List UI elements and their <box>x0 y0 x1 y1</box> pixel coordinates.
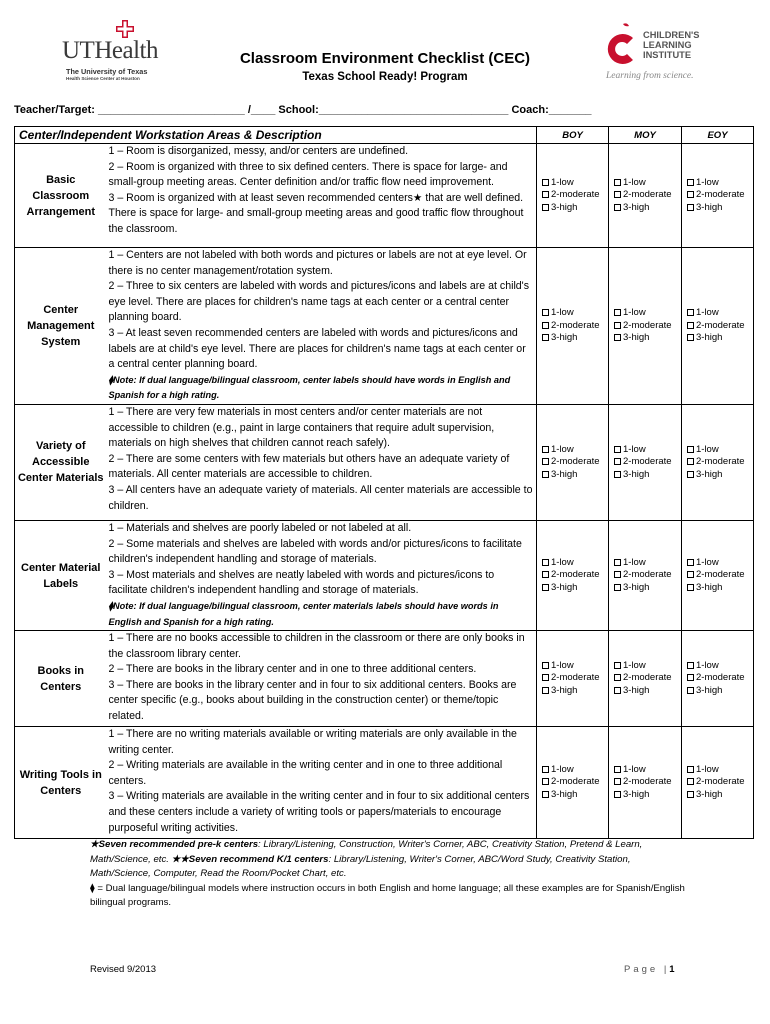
cli-name: CHILDREN'S LEARNING INSTITUTE <box>643 30 700 60</box>
rating-option[interactable]: 3-high <box>687 202 753 215</box>
teacher-school-coach-fields[interactable]: Teacher/Target: ________________________ /____ School:_______________________________ Coach:_______ <box>14 104 592 116</box>
checkbox-icon[interactable] <box>687 458 694 465</box>
rating-option[interactable]: 1-low <box>687 764 753 777</box>
checkbox-icon[interactable] <box>687 674 694 681</box>
checkbox-icon[interactable] <box>542 766 549 773</box>
rating-option[interactable]: 2-moderate <box>614 456 681 469</box>
checkbox-icon[interactable] <box>687 687 694 694</box>
checkbox-icon[interactable] <box>542 674 549 681</box>
uthealth-line2: Health Science Center at Houston <box>66 76 140 81</box>
checkbox-icon[interactable] <box>687 791 694 798</box>
checkbox-icon[interactable] <box>614 191 621 198</box>
rating-option[interactable]: 1-low <box>614 444 681 457</box>
checkbox-icon[interactable] <box>542 309 549 316</box>
cross-icon <box>116 20 134 38</box>
rating-option[interactable]: 1-low <box>614 557 681 570</box>
checkbox-icon[interactable] <box>614 584 621 591</box>
rating-option[interactable]: 3-high <box>542 202 608 215</box>
column-eoy: EOY <box>682 127 754 144</box>
rating-option[interactable]: 2-moderate <box>614 189 681 202</box>
uthealth-name: UTHealth <box>62 37 158 64</box>
rating-option[interactable]: 2-moderate <box>687 569 753 582</box>
area-description: 1 – Materials and shelves are poorly labeled or not labeled at all. 2 – Some materials and shelves are labeled with words and/or pictures/icons to facilitate children's independent handling and storage of materials. 3 – Most materials and shelves are neatly labeled with words and pictures/icons to facilitate children's independent handling and storage of materials. ⧫Note: If dual language/bilingual classroom, center materials labels should have words in English and Spanish for a high rating. <box>107 520 537 630</box>
area-name: Basic Classroom Arrangement <box>15 144 107 248</box>
rating-option[interactable]: 3-high <box>614 202 681 215</box>
rating-option[interactable]: 1-low <box>614 660 681 673</box>
rating-option[interactable]: 2-moderate <box>542 456 608 469</box>
checkbox-icon[interactable] <box>614 309 621 316</box>
area-description: 1 – Room is disorganized, messy, and/or centers are undefined. 2 – Room is organized with three to six defined centers. There is space for large- and small-group meeting areas. Center definition and/or traffic flow need improvement. 3 – Room is organized with at least seven recommended centers★ that are well defined. There is space for large- and small-group meeting areas and good traffic flow throughout the classroom. <box>107 144 537 248</box>
table-header-areas: Center/Independent Workstation Areas & Description <box>15 127 537 144</box>
area-name: Writing Tools in Centers <box>15 727 107 839</box>
revised-date: Revised 9/2013 <box>90 964 157 975</box>
page-number: Page |1 <box>624 964 675 975</box>
rating-option[interactable]: 2-moderate <box>614 776 681 789</box>
rating-option[interactable]: 3-high <box>687 789 753 802</box>
checkbox-icon[interactable] <box>687 571 694 578</box>
column-moy: MOY <box>609 127 682 144</box>
rating-option[interactable]: 3-high <box>614 469 681 482</box>
rating-option[interactable]: 3-high <box>542 685 608 698</box>
rating-option[interactable]: 1-low <box>614 177 681 190</box>
rating-option[interactable]: 3-high <box>542 332 608 345</box>
uthealth-line1: The University of Texas <box>66 67 148 76</box>
checkbox-icon[interactable] <box>614 687 621 694</box>
checkbox-icon[interactable] <box>614 778 621 785</box>
checkbox-icon[interactable] <box>542 662 549 669</box>
checkbox-icon[interactable] <box>687 334 694 341</box>
table-row <box>15 631 754 727</box>
checkbox-icon[interactable] <box>614 204 621 211</box>
rating-option[interactable]: 2-moderate <box>542 569 608 582</box>
checkbox-icon[interactable] <box>687 471 694 478</box>
rating-option[interactable]: 2-moderate <box>614 320 681 333</box>
rating-option[interactable]: 3-high <box>614 332 681 345</box>
checkbox-icon[interactable] <box>542 334 549 341</box>
area-description: 1 – There are no writing materials available or writing materials are only available in the writing center. 2 – Writing materials are available in the writing center and in one to three additional centers. 3 – Writing materials are available in the writing center and in four to six additional centers and these centers include a variety of writing tools or papers/materials to encourage purposeful writing activities. <box>107 727 537 839</box>
rating-boy <box>537 144 609 248</box>
rating-option[interactable]: 3-high <box>614 789 681 802</box>
rating-eoy <box>682 248 754 405</box>
checkbox-icon[interactable] <box>687 662 694 669</box>
checkbox-icon[interactable] <box>542 778 549 785</box>
checkbox-icon[interactable] <box>542 471 549 478</box>
table-row <box>15 248 754 405</box>
table-row <box>15 727 754 839</box>
checkbox-icon[interactable] <box>687 322 694 329</box>
rating-moy <box>609 404 682 520</box>
checkbox-icon[interactable] <box>542 446 549 453</box>
rating-boy <box>537 520 609 630</box>
rating-moy <box>609 631 682 727</box>
dual-language-note: ⧫Note: If dual language/bilingual classroom, center materials labels should have words in English and Spanish for a high rating. <box>108 600 499 627</box>
rating-option[interactable]: 1-low <box>614 764 681 777</box>
rating-option[interactable]: 2-moderate <box>687 456 753 469</box>
rating-option[interactable]: 2-moderate <box>687 672 753 685</box>
area-description: 1 – Centers are not labeled with both words and pictures or labels are not at eye level. Or there is no center management/rotation system. 2 – Three to six centers are labeled with words and pictures/icons and labels are at child's eye level. There are places for children's name tags at each center or a central center planning board. 3 – At least seven recommended centers are labeled with words and pictures/icons and labels are at child's eye level. There are places for children's name tags at each center or a central center planning board. ⧫Note: If dual language/bilingual classroom, center labels should have words in English and Spanish for a high rating. <box>107 248 537 405</box>
rating-option[interactable]: 3-high <box>687 332 753 345</box>
checkbox-icon[interactable] <box>687 584 694 591</box>
area-name: Variety of Accessible Center Materials <box>15 404 107 520</box>
area-name: Center Management System <box>15 248 107 405</box>
checkbox-icon[interactable] <box>542 458 549 465</box>
checkbox-icon[interactable] <box>614 674 621 681</box>
checkbox-icon[interactable] <box>687 446 694 453</box>
checkbox-icon[interactable] <box>614 334 621 341</box>
rating-option[interactable]: 1-low <box>687 660 753 673</box>
rating-eoy <box>682 520 754 630</box>
dual-language-note: ⧫Note: If dual language/bilingual classroom, center labels should have words in English and Spanish for a high rating. <box>108 374 511 401</box>
checkbox-icon[interactable] <box>687 191 694 198</box>
rating-option[interactable]: 2-moderate <box>687 189 753 202</box>
checkbox-icon[interactable] <box>542 559 549 566</box>
checkbox-icon[interactable] <box>542 191 549 198</box>
rating-option[interactable]: 2-moderate <box>542 189 608 202</box>
checkbox-icon[interactable] <box>614 766 621 773</box>
checkbox-icon[interactable] <box>614 446 621 453</box>
checkbox-icon[interactable] <box>687 778 694 785</box>
rating-option[interactable]: 2-moderate <box>542 320 608 333</box>
rating-option[interactable]: 1-low <box>542 764 608 777</box>
checkbox-icon[interactable] <box>687 766 694 773</box>
rating-option[interactable]: 3-high <box>614 582 681 595</box>
area-name: Books in Centers <box>15 631 107 727</box>
rating-option[interactable]: 3-high <box>542 469 608 482</box>
checkbox-icon[interactable] <box>614 322 621 329</box>
checkbox-icon[interactable] <box>542 179 549 186</box>
rating-moy <box>609 144 682 248</box>
footnotes: ★Seven recommended pre-k centers: Library/Listening, Construction, Writer's Corner, ABC, Creativity Station, Pretend & Learn, Math/Science, etc. ★★Seven recommend K/1 centers: Library/Listening, Writer's Corner, ABC/Word Study, Creativity Station, Math/Science, Computer, Read the Room/Pocket Chart, etc. ⧫ = Dual language/bilingual models where instruction occurs in both English and home language; all these examples are for Spanish/English bilingual programs. <box>90 838 690 911</box>
table-row <box>15 520 754 630</box>
rating-option[interactable]: 3-high <box>614 685 681 698</box>
rating-boy <box>537 631 609 727</box>
checkbox-icon[interactable] <box>687 559 694 566</box>
rating-eoy <box>682 727 754 839</box>
checkbox-icon[interactable] <box>542 584 549 591</box>
checkbox-icon[interactable] <box>542 571 549 578</box>
rating-option[interactable]: 1-low <box>542 444 608 457</box>
checkbox-icon[interactable] <box>614 662 621 669</box>
document-subtitle: Texas School Ready! Program <box>302 71 468 83</box>
checkbox-icon[interactable] <box>614 179 621 186</box>
rating-eoy <box>682 144 754 248</box>
checkbox-icon[interactable] <box>687 204 694 211</box>
rating-option[interactable]: 2-moderate <box>542 776 608 789</box>
rating-option[interactable]: 3-high <box>542 789 608 802</box>
rating-moy <box>609 248 682 405</box>
column-boy: BOY <box>537 127 609 144</box>
rating-option[interactable]: 2-moderate <box>614 672 681 685</box>
rating-option[interactable]: 1-low <box>687 307 753 320</box>
checkbox-icon[interactable] <box>542 322 549 329</box>
checkbox-icon[interactable] <box>687 179 694 186</box>
checkbox-icon[interactable] <box>614 471 621 478</box>
rating-option[interactable]: 1-low <box>687 444 753 457</box>
checkbox-icon[interactable] <box>614 791 621 798</box>
checklist-table <box>14 126 754 839</box>
area-name: Center Material Labels <box>15 520 107 630</box>
rating-eoy <box>682 631 754 727</box>
checkbox-icon[interactable] <box>542 204 549 211</box>
area-description: 1 – There are no books accessible to children in the classroom or there are only books in the classroom library center. 2 – There are books in the library center and in one to three additional centers. 3 – There are books in the library center and in four to six additional centers. Books are center specific (e.g., books about building in the construction center) or theme/topic related. <box>107 631 537 727</box>
table-row <box>15 144 754 248</box>
checkbox-icon[interactable] <box>687 309 694 316</box>
rating-option[interactable]: 1-low <box>687 177 753 190</box>
rating-option[interactable]: 1-low <box>614 307 681 320</box>
rating-option[interactable]: 1-low <box>542 307 608 320</box>
rating-option[interactable]: 2-moderate <box>614 569 681 582</box>
rating-option[interactable]: 1-low <box>542 557 608 570</box>
table-row <box>15 404 754 520</box>
rating-boy <box>537 727 609 839</box>
rating-moy <box>609 727 682 839</box>
rating-boy <box>537 248 609 405</box>
cli-tagline: Learning from science. <box>606 71 694 81</box>
rating-option[interactable]: 1-low <box>542 660 608 673</box>
document-title: Classroom Environment Checklist (CEC) <box>239 50 531 67</box>
rating-option[interactable]: 3-high <box>542 582 608 595</box>
rating-option[interactable]: 2-moderate <box>542 672 608 685</box>
rating-boy <box>537 404 609 520</box>
rating-option[interactable]: 2-moderate <box>687 776 753 789</box>
checkbox-icon[interactable] <box>542 687 549 694</box>
rating-option[interactable]: 3-high <box>687 469 753 482</box>
checkbox-icon[interactable] <box>614 571 621 578</box>
rating-option[interactable]: 3-high <box>687 685 753 698</box>
area-description: 1 – There are very few materials in most centers and/or center materials are not accessible to children (e.g., paint in large containers that require adult supervision, materials on high shelves that children cannot reach safely). 2 – There are some centers with few materials but others have an adequate variety of materials. All center materials are accessible to children. 3 – All centers have an adequate variety of materials. All center materials are accessible to children. <box>107 404 537 520</box>
rating-option[interactable]: 3-high <box>687 582 753 595</box>
rating-eoy <box>682 404 754 520</box>
checkbox-icon[interactable] <box>614 458 621 465</box>
rating-option[interactable]: 2-moderate <box>687 320 753 333</box>
checkbox-icon[interactable] <box>614 559 621 566</box>
footnote-dual-language: ⧫ = Dual language/bilingual models where instruction occurs in both English and home language; all these examples are for Spanish/English bilingual programs. <box>90 882 685 908</box>
rating-moy <box>609 520 682 630</box>
rating-option[interactable]: 1-low <box>687 557 753 570</box>
checkbox-icon[interactable] <box>542 791 549 798</box>
rating-option[interactable]: 1-low <box>542 177 608 190</box>
